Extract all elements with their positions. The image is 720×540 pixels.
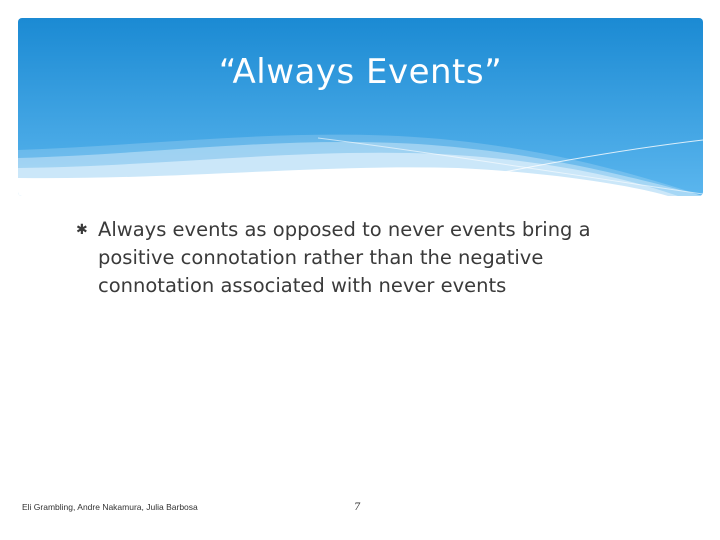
footer-authors: Eli Grambling, Andre Nakamura, Julia Barbosa [22,502,198,512]
bullet-line: positive connotation rather than the negative [98,246,544,269]
bullet-line: Always events as opposed to never events bring a [98,218,591,241]
asterisk-bullet-icon: ✱ [76,222,88,238]
bullet-text [98,216,591,300]
slide-title: “Always Events” [218,52,503,92]
bullet-line: connotation associated with never events [98,274,507,297]
bullet-item [76,216,636,300]
page-number: 7 [354,502,361,513]
title-banner [18,18,703,196]
banner-wave-graphic [18,18,703,196]
